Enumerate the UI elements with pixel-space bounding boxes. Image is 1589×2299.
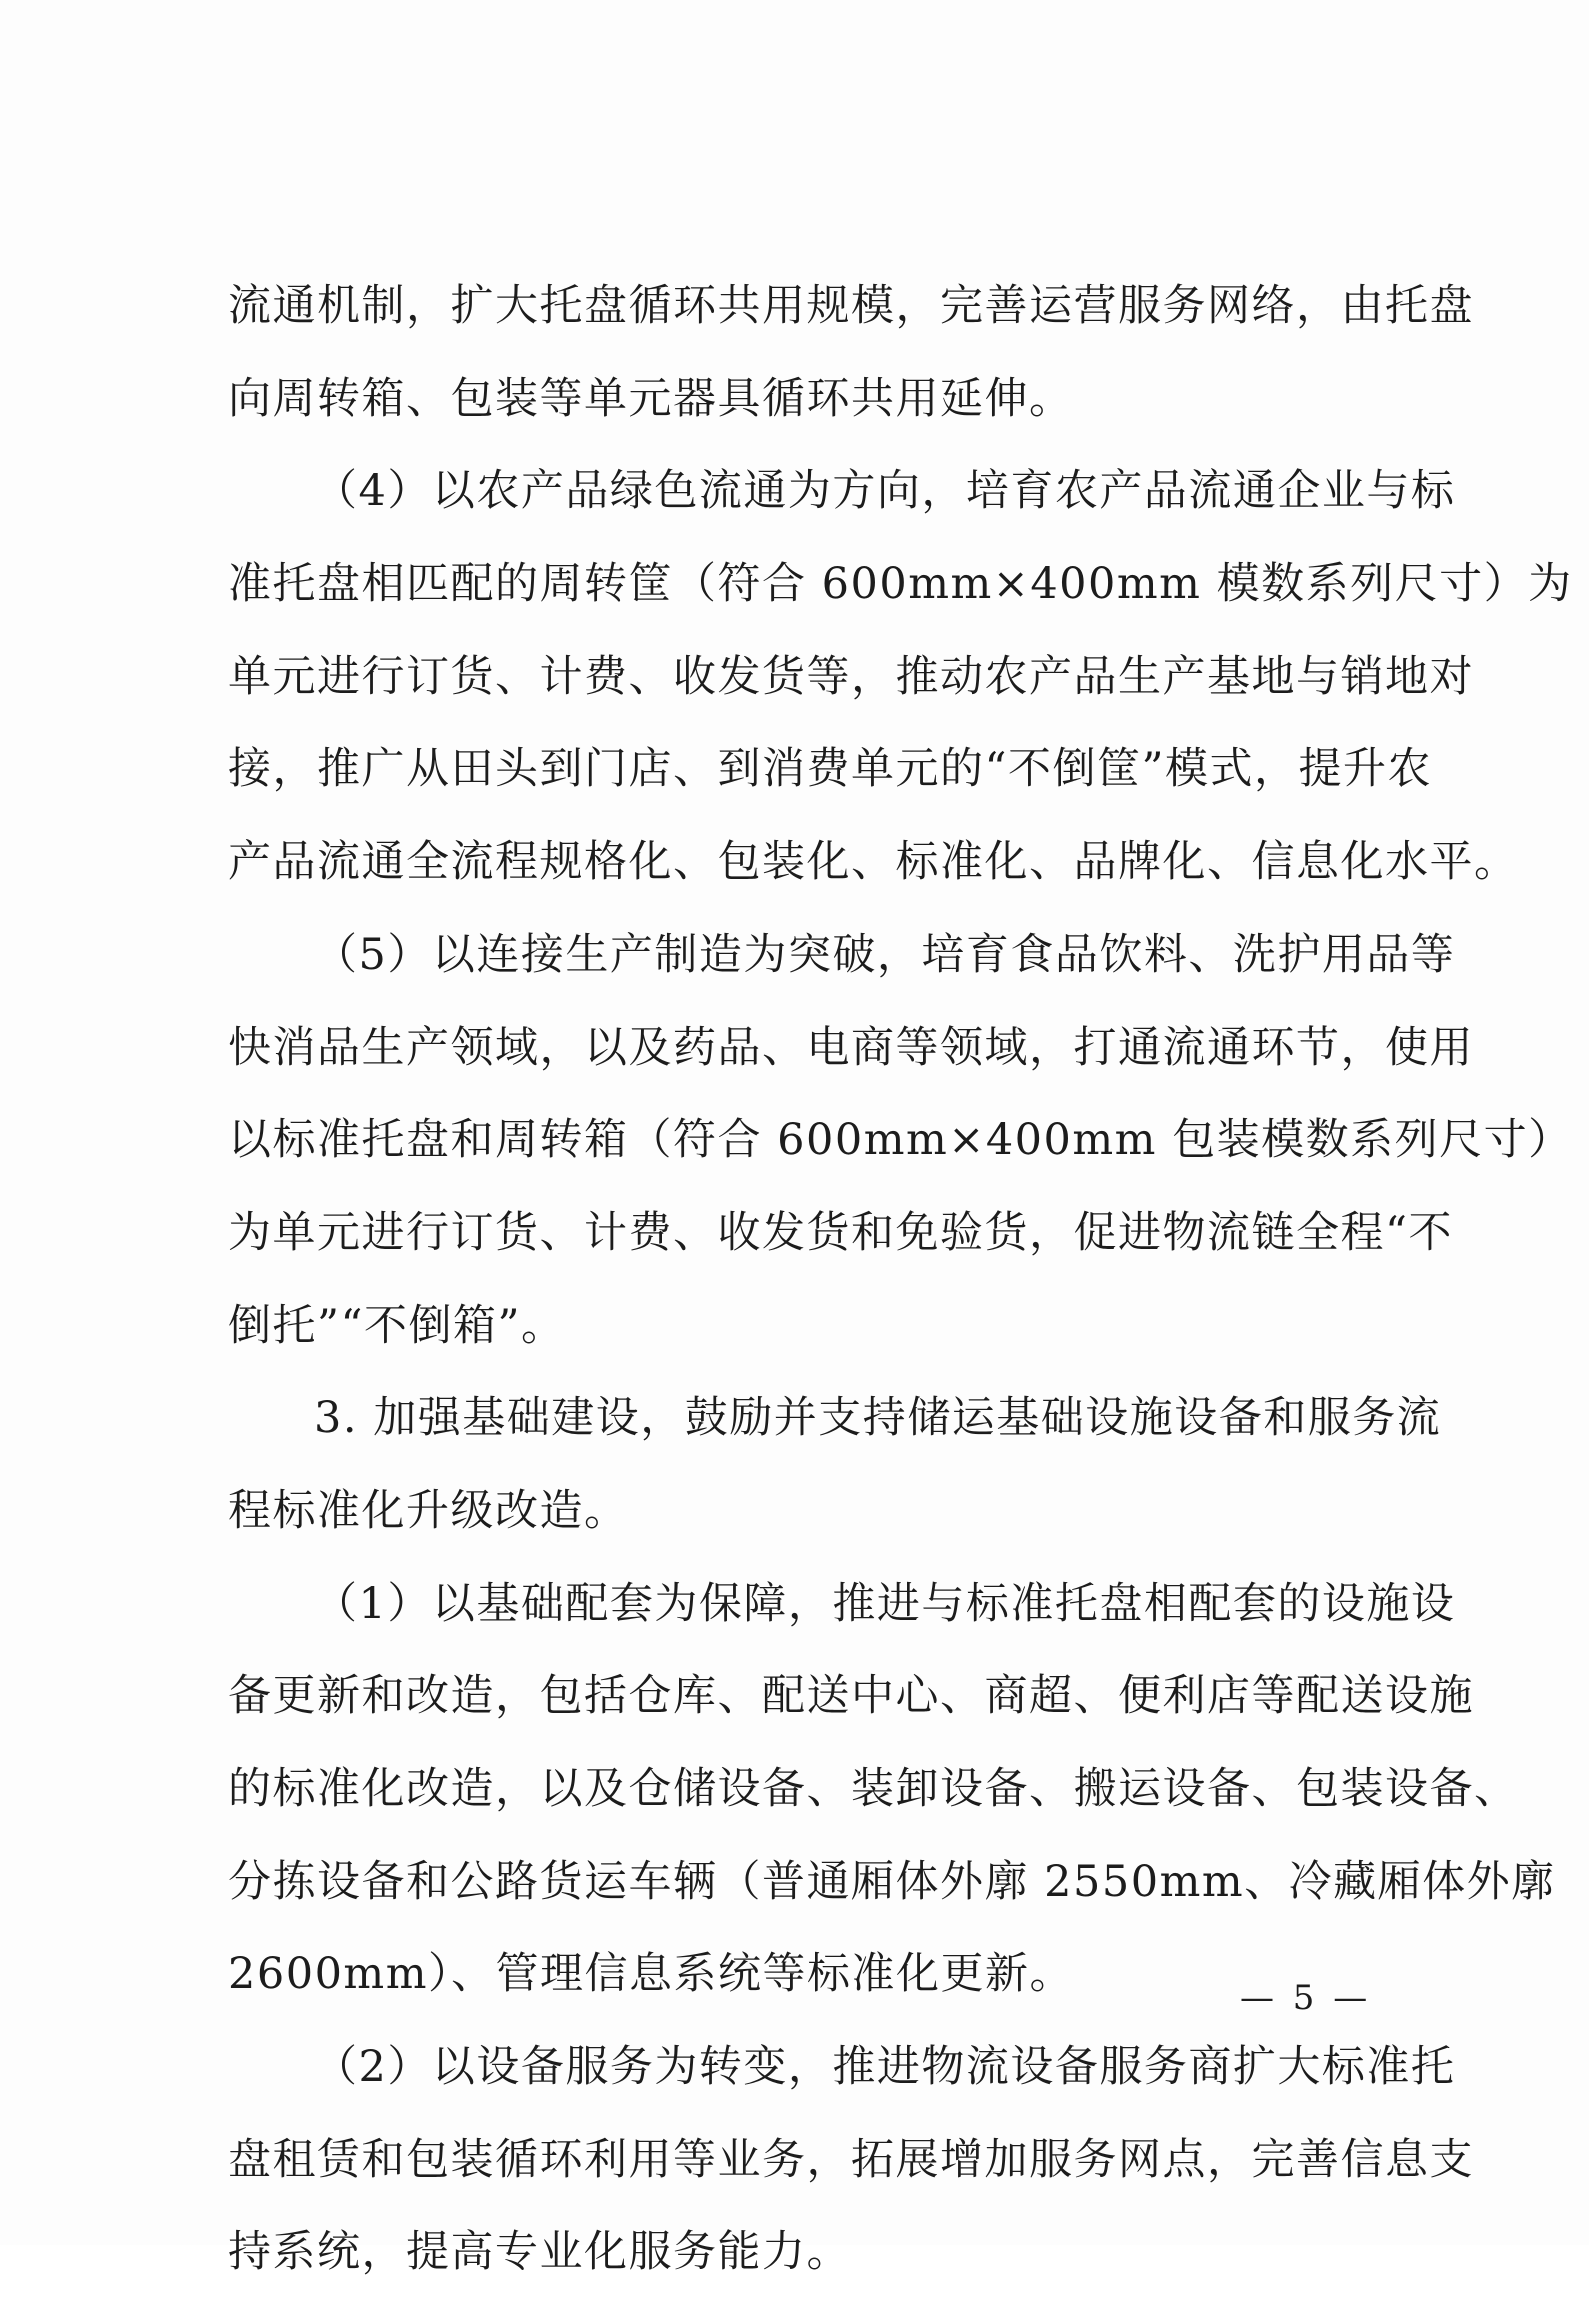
text-line: （4）以农产品绿色流通为方向，培育农产品流通企业与标 <box>314 466 1456 517</box>
text-line: 的标准化改造，以及仓储设备、装卸设备、搬运设备、包装设备、 <box>228 1764 1519 1814</box>
page-number: — 5 — <box>1240 1978 1372 2018</box>
text-line: 接，推广从田头到门店、到消费单元的“不倒筐”模式，提升农 <box>228 744 1432 795</box>
text-line: 盘租赁和包装循环利用等业务，拓展增加服务网点，完善信息支 <box>228 2134 1474 2185</box>
text-line: 为单元进行订货、计费、收发货和免验货，促进物流链全程“不 <box>228 1207 1453 1258</box>
text-line: 向周转箱、包装等单元器具循环共用延伸。 <box>228 373 1074 424</box>
text-line: 倒托”“不倒箱”。 <box>228 1300 566 1351</box>
text-line: 准托盘相匹配的周转筐（符合 600mm×400mm 模数系列尺寸）为 <box>228 559 1573 610</box>
text-line: （5）以连接生产制造为突破，培育食品饮料、洗护用品等 <box>314 929 1456 980</box>
text-line: （2）以设备服务为转变，推进物流设备服务商扩大标准托 <box>314 2042 1456 2093</box>
text-line: 快消品生产领域，以及药品、电商等领域，打通流通环节，使用 <box>228 1022 1474 1073</box>
text-line: 3. 加强基础建设，鼓励并支持储运基础设施设备和服务流 <box>314 1393 1442 1444</box>
text-line: 以标准托盘和周转箱（符合 600mm×400mm 包装模数系列尺寸） <box>228 1115 1573 1166</box>
text-line: 2600mm）、管理信息系统等标准化更新。 <box>228 1949 1074 2000</box>
text-line: 备更新和改造，包括仓库、配送中心、商超、便利店等配送设施 <box>228 1671 1474 1722</box>
text-line: 产品流通全流程规格化、包装化、标准化、品牌化、信息化水平。 <box>228 837 1519 888</box>
body-text <box>228 260 1573 2299</box>
text-line: 程标准化升级改造。 <box>228 1485 629 1536</box>
text-line: 单元进行订货、计费、收发货等，推动农产品生产基地与销地对 <box>228 651 1474 702</box>
text-line: 分拣设备和公路货运车辆（普通厢体外廓 2550mm、冷藏厢体外廓 <box>228 1856 1556 1907</box>
text-line: （1）以基础配套为保障，推进与标准托盘相配套的设施设 <box>314 1578 1456 1629</box>
text-line: 流通机制，扩大托盘循环共用规模，完善运营服务网络，由托盘 <box>228 281 1474 331</box>
text-line: 持系统，提高专业化服务能力。 <box>228 2227 851 2278</box>
